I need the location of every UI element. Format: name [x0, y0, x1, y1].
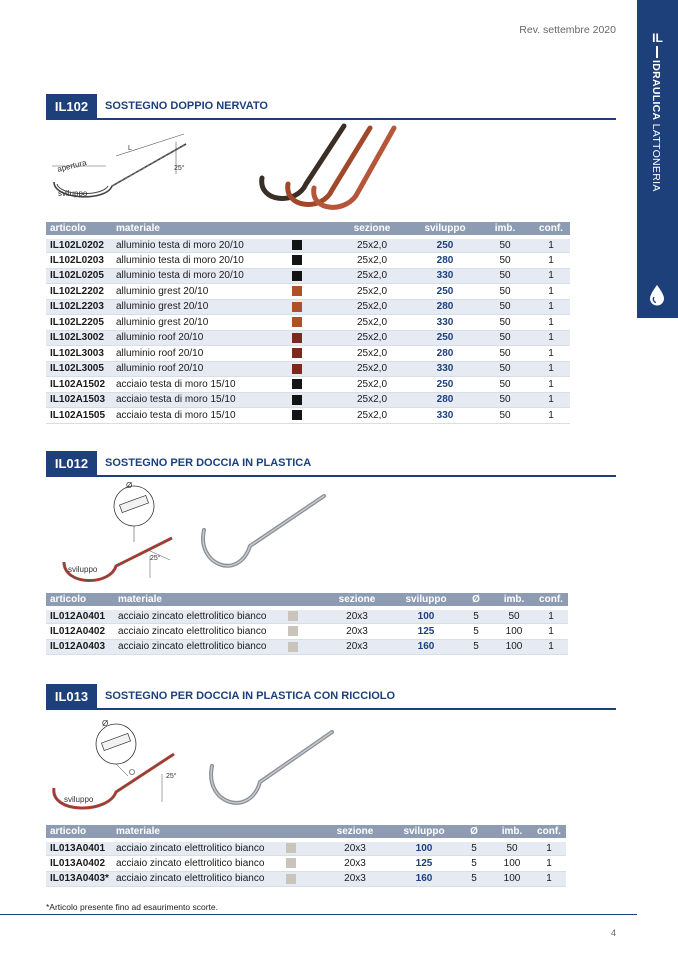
- section-rule: [97, 708, 616, 710]
- cell-sviluppo: 280: [412, 253, 478, 269]
- cell-diameter: 5: [458, 639, 494, 655]
- cell-conf: 1: [532, 856, 566, 872]
- cell-conf: 1: [532, 377, 570, 393]
- cell-articolo: IL102A1505: [46, 408, 112, 424]
- il013-product-photo: [196, 726, 336, 816]
- cell-swatch: [262, 284, 332, 300]
- cell-sezione: 25x2,0: [332, 299, 412, 315]
- cell-articolo: IL013A0401: [46, 840, 112, 856]
- table-row: [46, 268, 570, 284]
- cell-imb: 50: [494, 608, 534, 624]
- il012-product-photo: [190, 490, 330, 580]
- cell-conf: 1: [532, 268, 570, 284]
- revision-date: Rev. settembre 2020: [519, 24, 616, 36]
- cell-conf: 1: [532, 361, 570, 377]
- table-row: [46, 608, 568, 624]
- il102-table-body: [46, 237, 570, 423]
- cell-sviluppo: 160: [394, 639, 458, 655]
- cell-diameter: 5: [458, 608, 494, 624]
- cell-imb: 100: [492, 871, 532, 887]
- color-swatch: [292, 240, 302, 250]
- cell-articolo: IL102L3003: [46, 346, 112, 362]
- cell-imb: 50: [492, 840, 532, 856]
- category-light: LATTONERIA: [650, 123, 662, 192]
- diagram-label-angle: 25°: [150, 555, 161, 562]
- cell-sezione: 25x2,0: [332, 408, 412, 424]
- table-row: [46, 346, 570, 362]
- cell-materiale: alluminio roof 20/10: [112, 330, 262, 346]
- col-swatch: [262, 222, 332, 237]
- cell-imb: 50: [478, 330, 532, 346]
- section-rule: [97, 475, 616, 477]
- cell-imb: 50: [478, 361, 532, 377]
- color-swatch: [288, 626, 298, 636]
- section-header: [46, 94, 616, 120]
- category-label: [650, 60, 662, 192]
- cell-imb: 50: [478, 408, 532, 424]
- category-divider: [656, 46, 658, 58]
- diagram-label-diameter: Ø: [126, 481, 133, 490]
- cell-sezione: 25x2,0: [332, 315, 412, 331]
- cell-diameter: 5: [456, 871, 492, 887]
- diagram-label-diameter: Ø: [102, 719, 109, 728]
- cell-materiale: acciaio zincato elettrolitico bianco: [114, 608, 266, 624]
- col-sviluppo: sviluppo: [394, 593, 458, 608]
- section-il102: [46, 94, 616, 120]
- il012-table-body: [46, 608, 568, 655]
- cell-materiale: acciaio testa di moro 15/10: [112, 377, 262, 393]
- color-swatch: [286, 843, 296, 853]
- diagram-label-length: L: [128, 145, 132, 152]
- table-row: [46, 361, 570, 377]
- cell-sviluppo: 250: [412, 237, 478, 253]
- cell-swatch: [262, 315, 332, 331]
- category-side-tab: [637, 0, 678, 318]
- section-il013: [46, 684, 616, 710]
- table-row: [46, 840, 566, 856]
- cell-articolo: IL013A0403*: [46, 871, 112, 887]
- color-swatch: [292, 379, 302, 389]
- cell-conf: 1: [532, 346, 570, 362]
- cell-conf: 1: [532, 315, 570, 331]
- color-swatch: [288, 642, 298, 652]
- color-swatch: [292, 317, 302, 327]
- cell-sviluppo: 125: [394, 624, 458, 640]
- cell-sviluppo: 330: [412, 408, 478, 424]
- col-materiale: materiale: [112, 222, 262, 237]
- cell-swatch: [262, 346, 332, 362]
- cell-materiale: alluminio roof 20/10: [112, 346, 262, 362]
- table-header-row: [46, 222, 570, 237]
- table-row: [46, 253, 570, 269]
- table-row: [46, 237, 570, 253]
- cell-sezione: 25x2,0: [332, 392, 412, 408]
- diagram-label-angle: 25°: [166, 773, 177, 780]
- cell-articolo: IL102L0205: [46, 268, 112, 284]
- cell-diameter: 5: [456, 840, 492, 856]
- cell-articolo: IL102L2205: [46, 315, 112, 331]
- footnote: *Articolo presente fino ad esaurimento scorte.: [46, 902, 218, 912]
- cell-swatch: [262, 330, 332, 346]
- il012-product-table: [46, 593, 568, 655]
- table-header-row: [46, 825, 566, 840]
- col-sezione: sezione: [332, 222, 412, 237]
- cell-materiale: alluminio roof 20/10: [112, 361, 262, 377]
- cell-materiale: acciaio testa di moro 15/10: [112, 408, 262, 424]
- cell-materiale: acciaio zincato elettrolitico bianco: [112, 856, 264, 872]
- cell-sezione: 25x2,0: [332, 361, 412, 377]
- section-title: SOSTEGNO PER DOCCIA IN PLASTICA: [105, 457, 312, 469]
- cell-swatch: [262, 392, 332, 408]
- table-row: [46, 856, 566, 872]
- col-materiale: materiale: [114, 593, 266, 608]
- table-row: [46, 377, 570, 393]
- cell-articolo: IL012A0402: [46, 624, 114, 640]
- cell-imb: 50: [478, 237, 532, 253]
- cell-imb: 100: [494, 624, 534, 640]
- cell-swatch: [262, 237, 332, 253]
- col-swatch: [264, 825, 318, 840]
- col-imb: imb.: [492, 825, 532, 840]
- cell-sezione: 25x2,0: [332, 377, 412, 393]
- cell-articolo: IL102L2202: [46, 284, 112, 300]
- cell-diameter: 5: [456, 856, 492, 872]
- cell-articolo: IL102L3002: [46, 330, 112, 346]
- cell-sviluppo: 250: [412, 377, 478, 393]
- cell-materiale: alluminio grest 20/10: [112, 315, 262, 331]
- cell-conf: 1: [532, 840, 566, 856]
- cell-articolo: IL102L2203: [46, 299, 112, 315]
- table-row: [46, 315, 570, 331]
- cell-sezione: 25x2,0: [332, 268, 412, 284]
- cell-materiale: acciaio testa di moro 15/10: [112, 392, 262, 408]
- il013-table-body: [46, 840, 566, 887]
- cell-materiale: alluminio grest 20/10: [112, 284, 262, 300]
- cell-swatch: [266, 624, 320, 640]
- cell-swatch: [266, 639, 320, 655]
- cell-sezione: 20x3: [320, 608, 394, 624]
- cell-materiale: acciaio zincato elettrolitico bianco: [112, 871, 264, 887]
- il013-technical-diagram: [46, 714, 196, 814]
- section-code: IL012: [46, 451, 97, 477]
- cell-sezione: 20x3: [320, 624, 394, 640]
- color-swatch: [292, 348, 302, 358]
- cell-articolo: IL012A0403: [46, 639, 114, 655]
- cell-sviluppo: 280: [412, 346, 478, 362]
- cell-swatch: [262, 268, 332, 284]
- cell-imb: 50: [478, 392, 532, 408]
- cell-articolo: IL102A1503: [46, 392, 112, 408]
- cell-imb: 50: [478, 315, 532, 331]
- diagram-label-sviluppo: sviluppo: [58, 189, 88, 198]
- section-il012: [46, 451, 616, 477]
- footer-rule: [0, 914, 637, 915]
- cell-conf: 1: [532, 299, 570, 315]
- page-number: 4: [610, 928, 616, 938]
- cell-sezione: 25x2,0: [332, 284, 412, 300]
- col-materiale: materiale: [112, 825, 264, 840]
- color-swatch: [292, 286, 302, 296]
- section-title: SOSTEGNO DOPPIO NERVATO: [105, 100, 268, 112]
- col-articolo: articolo: [46, 593, 114, 608]
- cell-swatch: [264, 871, 318, 887]
- cell-conf: 1: [532, 237, 570, 253]
- cell-sezione: 25x2,0: [332, 330, 412, 346]
- cell-swatch: [262, 253, 332, 269]
- cell-sviluppo: 250: [412, 284, 478, 300]
- cell-swatch: [262, 361, 332, 377]
- cell-swatch: [262, 408, 332, 424]
- table-row: [46, 330, 570, 346]
- cell-sviluppo: 100: [394, 608, 458, 624]
- cell-conf: 1: [534, 624, 568, 640]
- table-row: [46, 871, 566, 887]
- table-header-row: [46, 593, 568, 608]
- cell-materiale: acciaio zincato elettrolitico bianco: [112, 840, 264, 856]
- diagram-label-sviluppo: sviluppo: [64, 795, 94, 804]
- color-swatch: [292, 410, 302, 420]
- col-swatch: [266, 593, 320, 608]
- col-conf: conf.: [532, 825, 566, 840]
- color-swatch: [292, 364, 302, 374]
- cell-articolo: IL102L3005: [46, 361, 112, 377]
- cell-sezione: 20x3: [320, 639, 394, 655]
- color-swatch: [286, 858, 296, 868]
- cell-swatch: [262, 377, 332, 393]
- col-sezione: sezione: [320, 593, 394, 608]
- color-swatch: [292, 302, 302, 312]
- color-swatch: [292, 395, 302, 405]
- cell-swatch: [262, 299, 332, 315]
- cell-imb: 100: [492, 856, 532, 872]
- il102-product-photo: [248, 120, 398, 212]
- cell-imb: 50: [478, 299, 532, 315]
- cell-sviluppo: 250: [412, 330, 478, 346]
- cell-sezione: 20x3: [318, 871, 392, 887]
- diagram-label-apertura: apertura: [56, 157, 88, 174]
- color-swatch: [292, 271, 302, 281]
- cell-conf: 1: [534, 608, 568, 624]
- col-imb: imb.: [478, 222, 532, 237]
- il012-technical-diagram: [50, 480, 200, 585]
- cell-conf: 1: [532, 253, 570, 269]
- col-conf: conf.: [532, 222, 570, 237]
- col-diameter: Ø: [458, 593, 494, 608]
- cell-articolo: IL012A0401: [46, 608, 114, 624]
- cell-articolo: IL102A1502: [46, 377, 112, 393]
- diagram-label-angle: 25°: [174, 165, 185, 172]
- table-row: [46, 299, 570, 315]
- cell-sezione: 25x2,0: [332, 253, 412, 269]
- cell-imb: 50: [478, 253, 532, 269]
- section-code: IL102: [46, 94, 97, 120]
- cell-imb: 50: [478, 268, 532, 284]
- cell-conf: 1: [532, 871, 566, 887]
- cell-imb: 100: [494, 639, 534, 655]
- cell-materiale: acciaio zincato elettrolitico bianco: [114, 624, 266, 640]
- cell-swatch: [264, 856, 318, 872]
- cell-conf: 1: [532, 284, 570, 300]
- cell-materiale: alluminio grest 20/10: [112, 299, 262, 315]
- table-row: [46, 408, 570, 424]
- cell-swatch: [266, 608, 320, 624]
- col-articolo: articolo: [46, 825, 112, 840]
- cell-articolo: IL102L0202: [46, 237, 112, 253]
- category-code: IL: [652, 31, 663, 45]
- section-header: [46, 451, 616, 477]
- il102-technical-diagram: [46, 126, 196, 218]
- cell-articolo: IL013A0402: [46, 856, 112, 872]
- table-row: [46, 639, 568, 655]
- color-swatch: [286, 874, 296, 884]
- cell-sviluppo: 330: [412, 315, 478, 331]
- cell-swatch: [264, 840, 318, 856]
- diagram-label-sviluppo: sviluppo: [68, 565, 98, 574]
- cell-imb: 50: [478, 377, 532, 393]
- table-row: [46, 284, 570, 300]
- cell-sezione: 20x3: [318, 840, 392, 856]
- cell-sezione: 25x2,0: [332, 346, 412, 362]
- cell-conf: 1: [532, 408, 570, 424]
- color-swatch: [292, 333, 302, 343]
- col-sviluppo: sviluppo: [392, 825, 456, 840]
- col-conf: conf.: [534, 593, 568, 608]
- cell-conf: 1: [534, 639, 568, 655]
- col-imb: imb.: [494, 593, 534, 608]
- il013-product-table: [46, 825, 566, 887]
- cell-sviluppo: 100: [392, 840, 456, 856]
- il102-product-table: [46, 222, 570, 424]
- cell-sviluppo: 280: [412, 392, 478, 408]
- cell-conf: 1: [532, 330, 570, 346]
- cell-materiale: alluminio testa di moro 20/10: [112, 268, 262, 284]
- cell-sezione: 20x3: [318, 856, 392, 872]
- cell-articolo: IL102L0203: [46, 253, 112, 269]
- col-sezione: sezione: [318, 825, 392, 840]
- cell-sviluppo: 160: [392, 871, 456, 887]
- cell-sezione: 25x2,0: [332, 237, 412, 253]
- cell-materiale: alluminio testa di moro 20/10: [112, 237, 262, 253]
- cell-conf: 1: [532, 392, 570, 408]
- color-swatch: [288, 611, 298, 621]
- cell-sviluppo: 330: [412, 361, 478, 377]
- color-swatch: [292, 255, 302, 265]
- cell-materiale: alluminio testa di moro 20/10: [112, 253, 262, 269]
- col-articolo: articolo: [46, 222, 112, 237]
- cell-sviluppo: 280: [412, 299, 478, 315]
- cell-imb: 50: [478, 346, 532, 362]
- table-row: [46, 392, 570, 408]
- water-drop-icon: [649, 284, 665, 306]
- cell-materiale: acciaio zincato elettrolitico bianco: [114, 639, 266, 655]
- col-diameter: Ø: [456, 825, 492, 840]
- section-title: SOSTEGNO PER DOCCIA IN PLASTICA CON RICCIOLO: [105, 690, 396, 702]
- cell-diameter: 5: [458, 624, 494, 640]
- category-bold: IDRAULICA: [650, 60, 662, 121]
- section-header: [46, 684, 616, 710]
- cell-imb: 50: [478, 284, 532, 300]
- section-code: IL013: [46, 684, 97, 710]
- cell-sviluppo: 125: [392, 856, 456, 872]
- col-sviluppo: sviluppo: [412, 222, 478, 237]
- cell-sviluppo: 330: [412, 268, 478, 284]
- table-row: [46, 624, 568, 640]
